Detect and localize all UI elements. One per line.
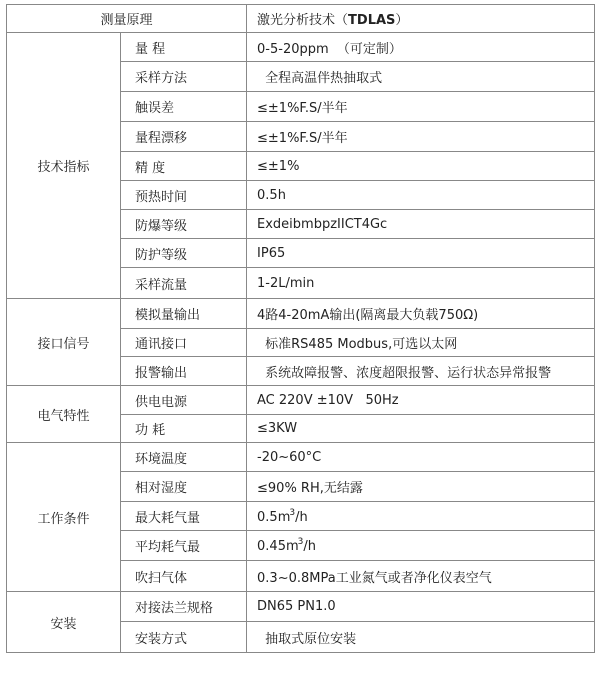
value-text: IP65 [257, 245, 286, 261]
item-cell: 采样方法 [121, 62, 247, 92]
value-cell [247, 415, 595, 443]
table-row [7, 443, 595, 472]
value-cell [247, 268, 595, 299]
value-cell [247, 622, 595, 653]
specification-table-body [7, 5, 595, 653]
value-text: 系统故障报警、浓度超限报警、运行状态异常报警 [261, 365, 552, 381]
item-cell: 量 程 [121, 33, 247, 62]
item-cell: 功 耗 [121, 415, 247, 443]
header-value-bold: TDLAS [348, 13, 396, 28]
item-cell: 安装方式 [121, 622, 247, 653]
category-cell: 技术指标 [7, 33, 121, 299]
item-cell: 吹扫气体 [121, 561, 247, 592]
item-cell: 相对湿度 [121, 472, 247, 502]
value-cell [247, 531, 595, 561]
value-text: 0-5-20ppm （可定制） [257, 41, 402, 57]
value-text: 标准RS485 Modbus,可选以太网 [261, 337, 458, 352]
value-text: 0.45m [257, 539, 299, 554]
value-cell [247, 122, 595, 152]
value-text: AC 220V ±10V 50Hz [257, 392, 399, 408]
value-cell [247, 357, 595, 386]
value-text: ≤90% RH,无结露 [257, 481, 363, 496]
item-cell: 供电电源 [121, 386, 247, 415]
value-text: ≤±1%F.S/半年 [257, 101, 348, 116]
value-cell [247, 33, 595, 62]
table-row [7, 386, 595, 415]
value-suffix: /h [303, 539, 316, 554]
item-cell: 通讯接口 [121, 329, 247, 357]
value-text: ≤±1% [257, 158, 300, 174]
category-cell: 安装 [7, 592, 121, 653]
value-cell [247, 592, 595, 622]
item-cell: 最大耗气量 [121, 502, 247, 531]
category-cell: 电气特性 [7, 386, 121, 443]
header-value [247, 5, 595, 33]
value-cell [247, 299, 595, 329]
value-cell [247, 386, 595, 415]
table-row [7, 33, 595, 62]
value-cell [247, 152, 595, 181]
value-cell [247, 502, 595, 531]
item-cell: 精 度 [121, 152, 247, 181]
item-cell: 平均耗气最 [121, 531, 247, 561]
item-cell: 预热时间 [121, 181, 247, 210]
value-cell [247, 561, 595, 592]
header-label: 测量原理 [7, 5, 247, 33]
item-cell: 采样流量 [121, 268, 247, 299]
value-text: 1-2L/min [257, 275, 315, 291]
item-cell: 触误差 [121, 92, 247, 122]
header-value-suffix: ） [395, 13, 409, 28]
item-cell: 环境温度 [121, 443, 247, 472]
value-cell [247, 472, 595, 502]
header-value-prefix: 激光分析技术（ [257, 13, 349, 28]
value-cell [247, 210, 595, 239]
value-cell [247, 329, 595, 357]
value-suffix: /h [295, 509, 308, 525]
header-row [7, 5, 595, 33]
table-row [7, 592, 595, 622]
specification-table [6, 4, 595, 653]
category-cell: 接口信号 [7, 299, 121, 386]
value-cell [247, 443, 595, 472]
item-cell: 模拟量输出 [121, 299, 247, 329]
value-superscript: 3 [297, 537, 304, 547]
value-cell [247, 62, 595, 92]
value-cell [247, 92, 595, 122]
value-text: 0.5h [257, 187, 286, 203]
value-text: 0.5m [257, 509, 291, 525]
item-cell: 报警输出 [121, 357, 247, 386]
value-superscript: 3 [289, 507, 296, 518]
item-cell: 对接法兰规格 [121, 592, 247, 622]
value-text: 4路4-20mA输出(隔离最大负载750Ω) [257, 308, 479, 323]
item-cell: 量程漂移 [121, 122, 247, 152]
value-cell [247, 181, 595, 210]
value-text: DN65 PN1.0 [257, 599, 336, 614]
value-text: 0.3~0.8MPa工业氮气或者净化仪表空气 [257, 570, 492, 586]
value-text: ≤3KW [257, 421, 298, 436]
value-text: ≤±1%F.S/半年 [257, 131, 348, 146]
item-cell: 防护等级 [121, 239, 247, 268]
value-cell [247, 239, 595, 268]
value-text: 抽取式原位安装 [261, 631, 357, 647]
value-text: 全程高温伴热抽取式 [261, 71, 383, 86]
value-text: -20~60°C [257, 449, 322, 465]
table-row [7, 299, 595, 329]
item-cell: 防爆等级 [121, 210, 247, 239]
category-cell: 工作条件 [7, 443, 121, 592]
value-text: ExdeibmbpzIICT4Gc [257, 216, 388, 232]
